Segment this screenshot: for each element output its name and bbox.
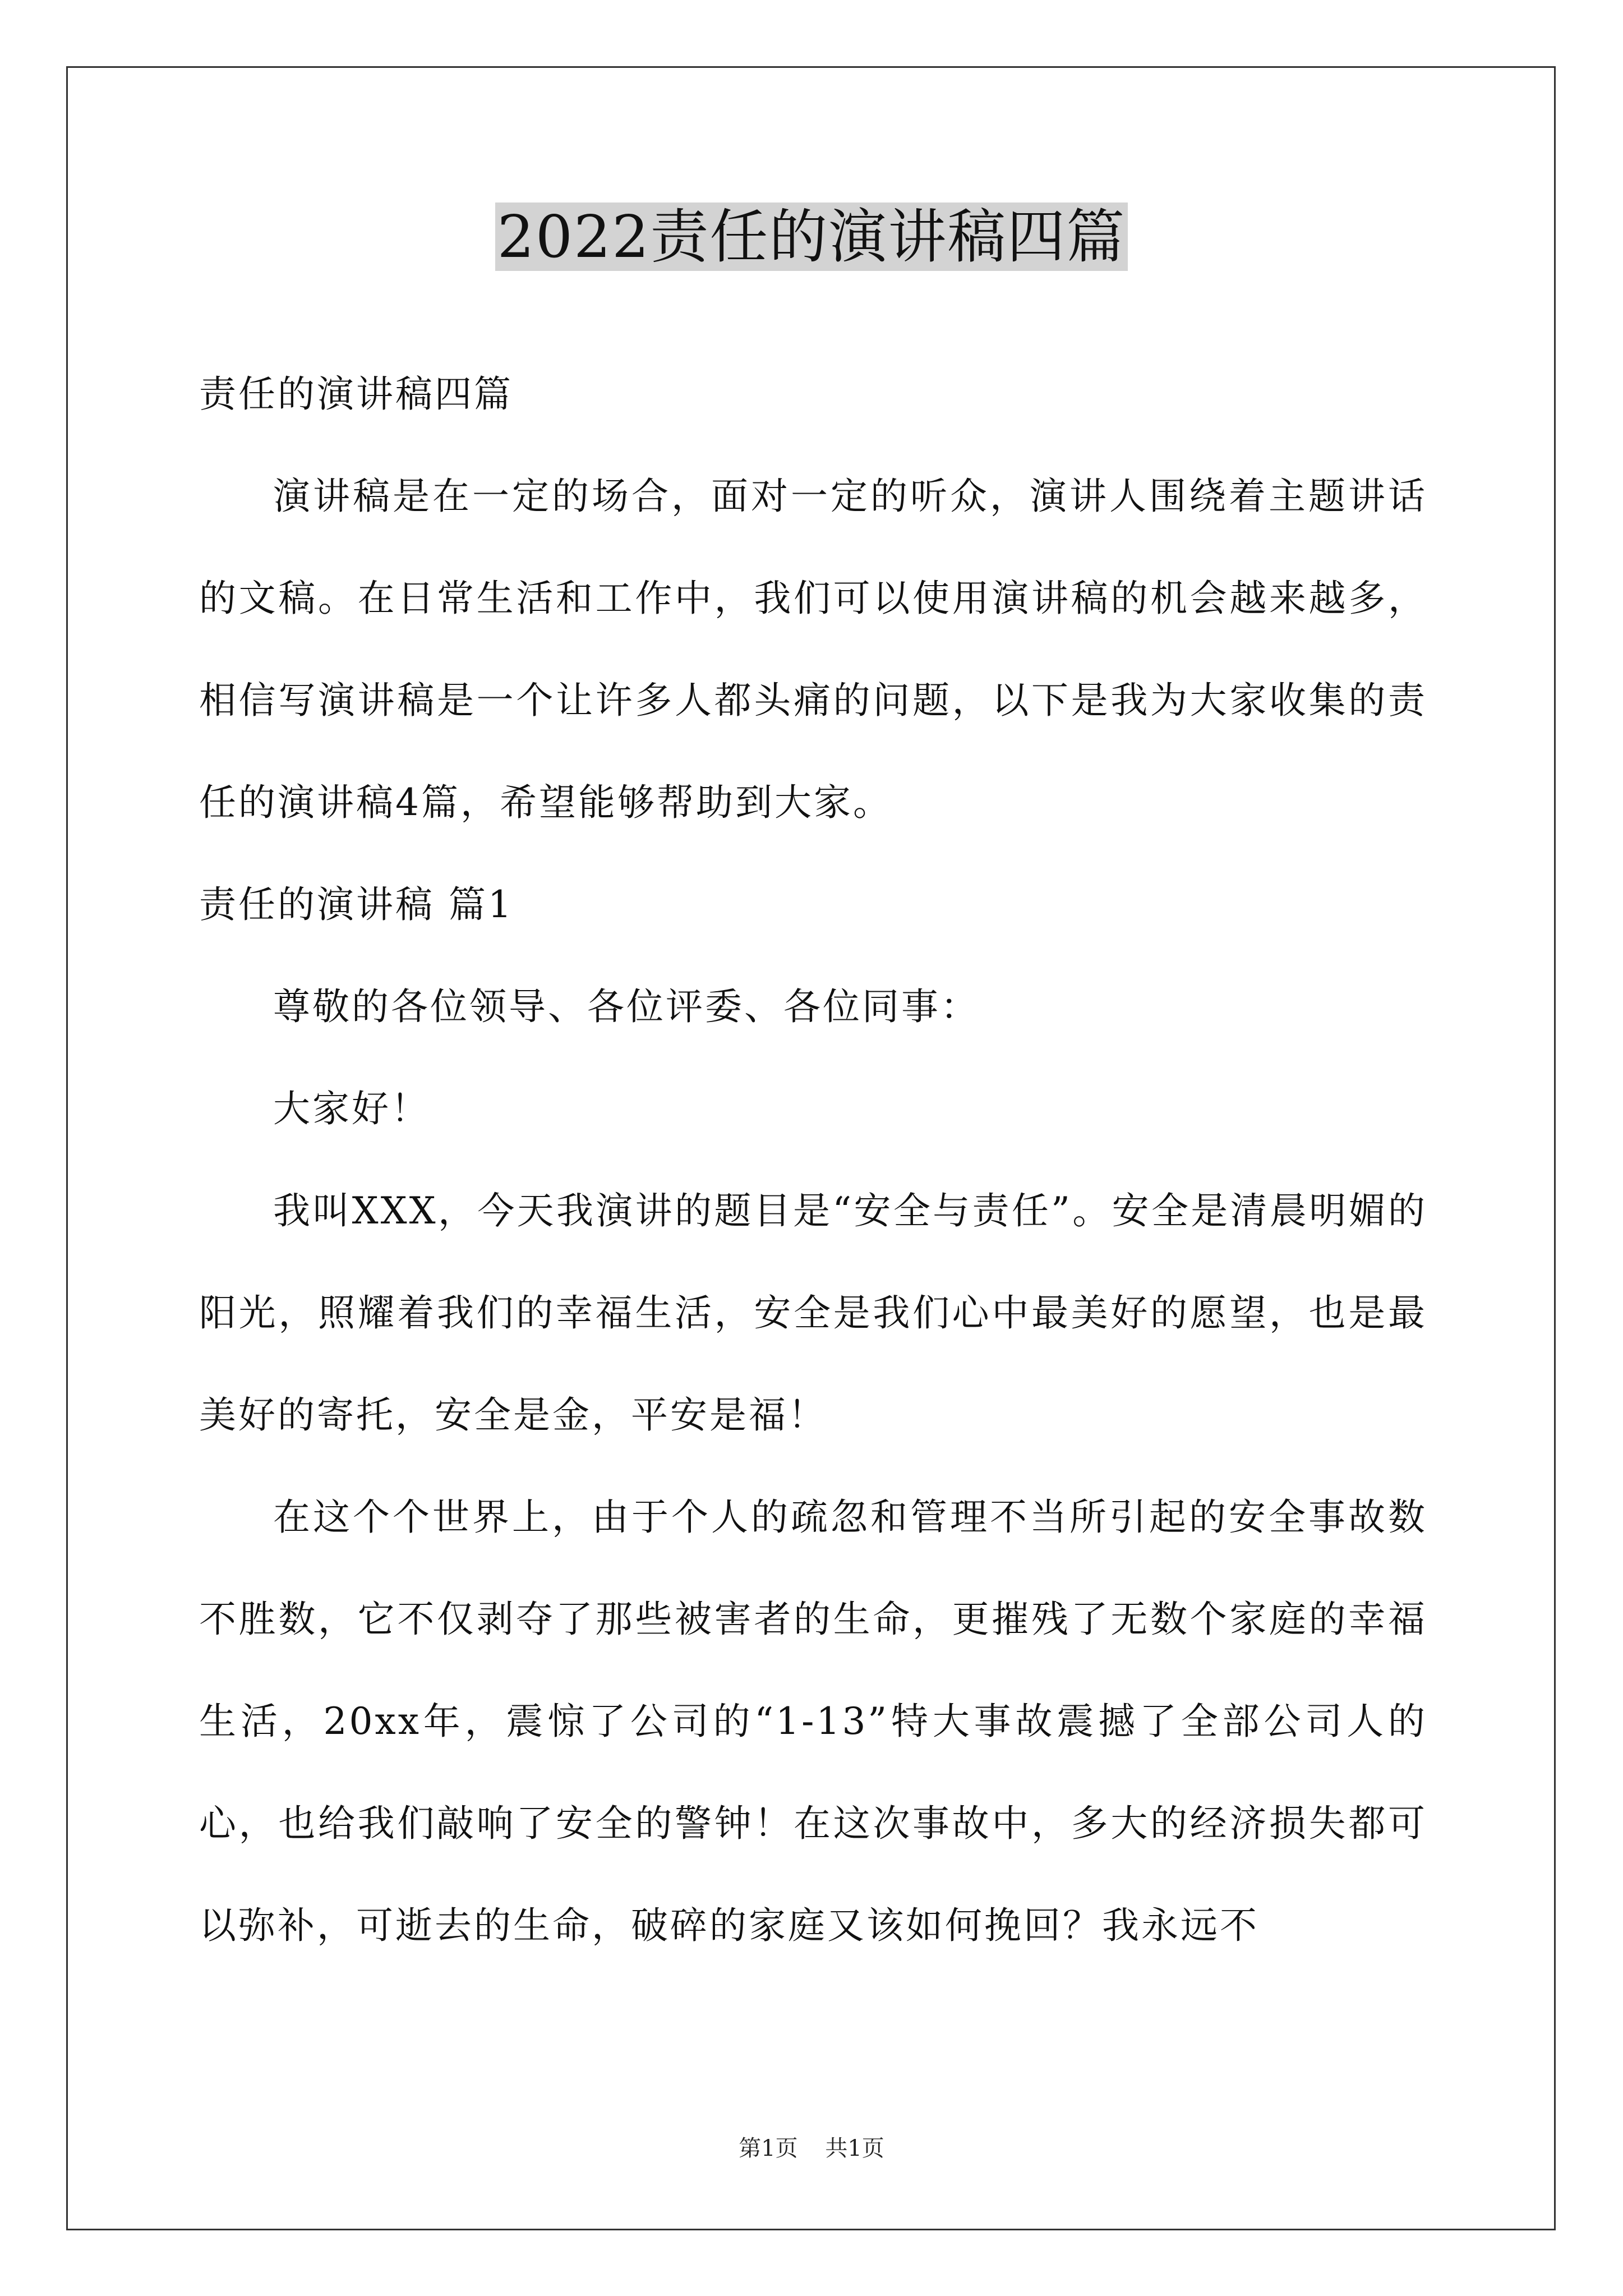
document-body <box>199 343 1427 1977</box>
subtitle: 责任的演讲稿四篇 <box>199 372 513 416</box>
section-heading: 责任的演讲稿 篇1 <box>199 883 514 926</box>
body-paragraph-1: 我叫XXX，今天我演讲的题目是“安全与责任”。安全是清晨明媚的阳光，照耀着我们的幸福生活，安全是我们心中最美好的愿望，也是最美好的寄托，安全是金，平安是福！ <box>199 1189 1427 1437</box>
body-paragraph-2: 在这个个世界上，由于个人的疏忽和管理不当所引起的安全事故数不胜数，它不仅剥夺了那些被害者的生命，更摧残了无数个家庭的幸福生活，20xx年，震惊了公司的“1-13”特大事故震撼了全部公司人的心，也给我们敲响了安全的警钟！在这次事故中，多大的经济损失都可以弥补，可逝去的生命，破碎的家庭又该如何挽回？我永远不 <box>199 1496 1427 1947</box>
page-number-total: 共1页 <box>825 2136 884 2161</box>
document-title-text: 2022责任的演讲稿四篇 <box>495 203 1128 271</box>
page-footer <box>0 2132 1623 2165</box>
intro-paragraph: 演讲稿是在一定的场合，面对一定的听众，演讲人围绕着主题讲话的文稿。在日常生活和工作中，我们可以使用演讲稿的机会越来越多，相信写演讲稿是一个让许多人都头痛的问题，以下是我为大家收集的责任的演讲稿4篇，希望能够帮助到大家。 <box>199 475 1427 824</box>
document-title <box>0 197 1623 276</box>
greeting: 大家好！ <box>273 1087 430 1130</box>
salutation: 尊敬的各位领导、各位评委、各位同事： <box>273 985 980 1028</box>
page-number-current: 第1页 <box>739 2136 798 2161</box>
